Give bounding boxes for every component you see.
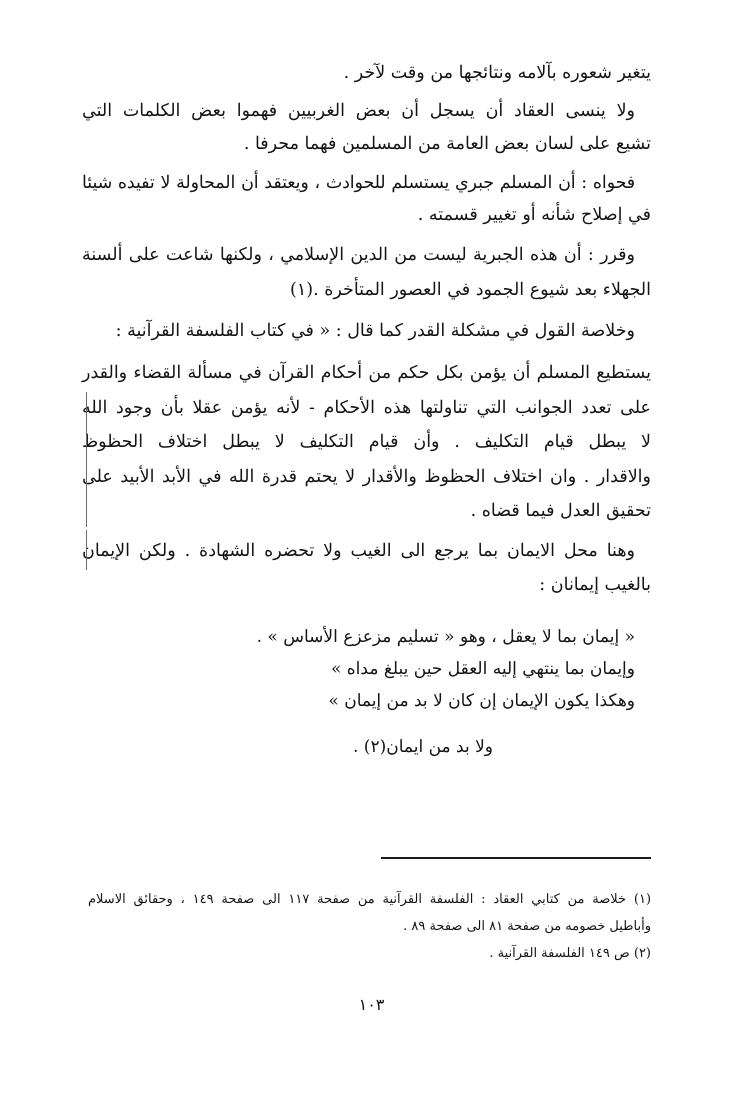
closing-line: ولا بد من ايمان(٢) . xyxy=(353,737,493,757)
footnote-line: (٢) ص ١٤٩ الفلسفة القرآنية . xyxy=(489,946,651,961)
body-line: لا يبطل قيام التكليف . وأن قيام التكليف لا يبطل اختلاف الحظوظ xyxy=(82,432,651,452)
body-line: والاقدار . وان اختلاف الحظوظ والأقدار لا يحتم قدرة الله في الأبد الأبيد على xyxy=(82,467,651,487)
body-line: فحواه : أن المسلم جبري يستسلم للحوادث ، ويعتقد أن المحاولة لا تفيده شيئا xyxy=(82,173,635,193)
body-line: على تعدد الجوانب التي تناولتها هذه الأحكام - لأنه يؤمن عقلا بأن وجود الله xyxy=(82,398,651,418)
body-line: يستطيع المسلم أن يؤمن بكل حكم من أحكام القرآن في مسألة القضاء والقدر xyxy=(82,363,651,383)
body-line: بالغيب إيمانان : xyxy=(539,575,651,595)
footnote-line: وأباطيل خصومه من صفحة ٨١ الى صفحة ٨٩ . xyxy=(403,919,651,934)
body-line: تحقيق العدل فيما قضاه . xyxy=(470,501,651,521)
body-line: يتغير شعوره بآلامه ونتائجها من وقت لآخر . xyxy=(343,63,651,83)
verse-line: « إيمان بما لا يعقل ، وهو « تسليم مزعزع الأساس » . xyxy=(256,627,635,647)
body-line: تشيع على لسان بعض العامة من المسلمين فهما محرفا . xyxy=(243,134,651,154)
scan-margin-mark xyxy=(86,392,87,527)
verse-line: وهكذا يكون الإيمان إن كان لا بد من إيمان » xyxy=(328,691,635,711)
verse-line: وإيمان بما ينتهي إليه العقل حين يبلغ مداه » xyxy=(330,659,635,679)
body-line: في إصلاح شأنه أو تغيير قسمته . xyxy=(417,205,651,225)
page-number: ١٠٣ xyxy=(358,995,385,1014)
body-line: ولا ينسى العقاد أن يسجل أن بعض الغربيين فهموا بعض الكلمات التي xyxy=(82,101,635,121)
body-line: الجهلاء بعد شيوع الجمود في العصور المتأخرة .(١) xyxy=(290,280,651,300)
scan-margin-mark xyxy=(86,530,87,570)
body-line: وخلاصة القول في مشكلة القدر كما قال : « في كتاب الفلسفة القرآنية : xyxy=(115,321,635,341)
body-line: وهنا محل الايمان بما يرجع الى الغيب ولا تحضره الشهادة . ولكن الإيمان xyxy=(82,541,635,561)
footnote-separator xyxy=(381,857,651,859)
body-line: وقرر : أن هذه الجبرية ليست من الدين الإسلامي ، ولكنها شاعت على ألسنة xyxy=(82,245,635,265)
footnote-line: (١) خلاصة من كتابي العقاد : الفلسفة القرآنية من صفحة ١١٧ الى صفحة ١٤٩ ، وحقائق الاسلام xyxy=(88,892,652,907)
